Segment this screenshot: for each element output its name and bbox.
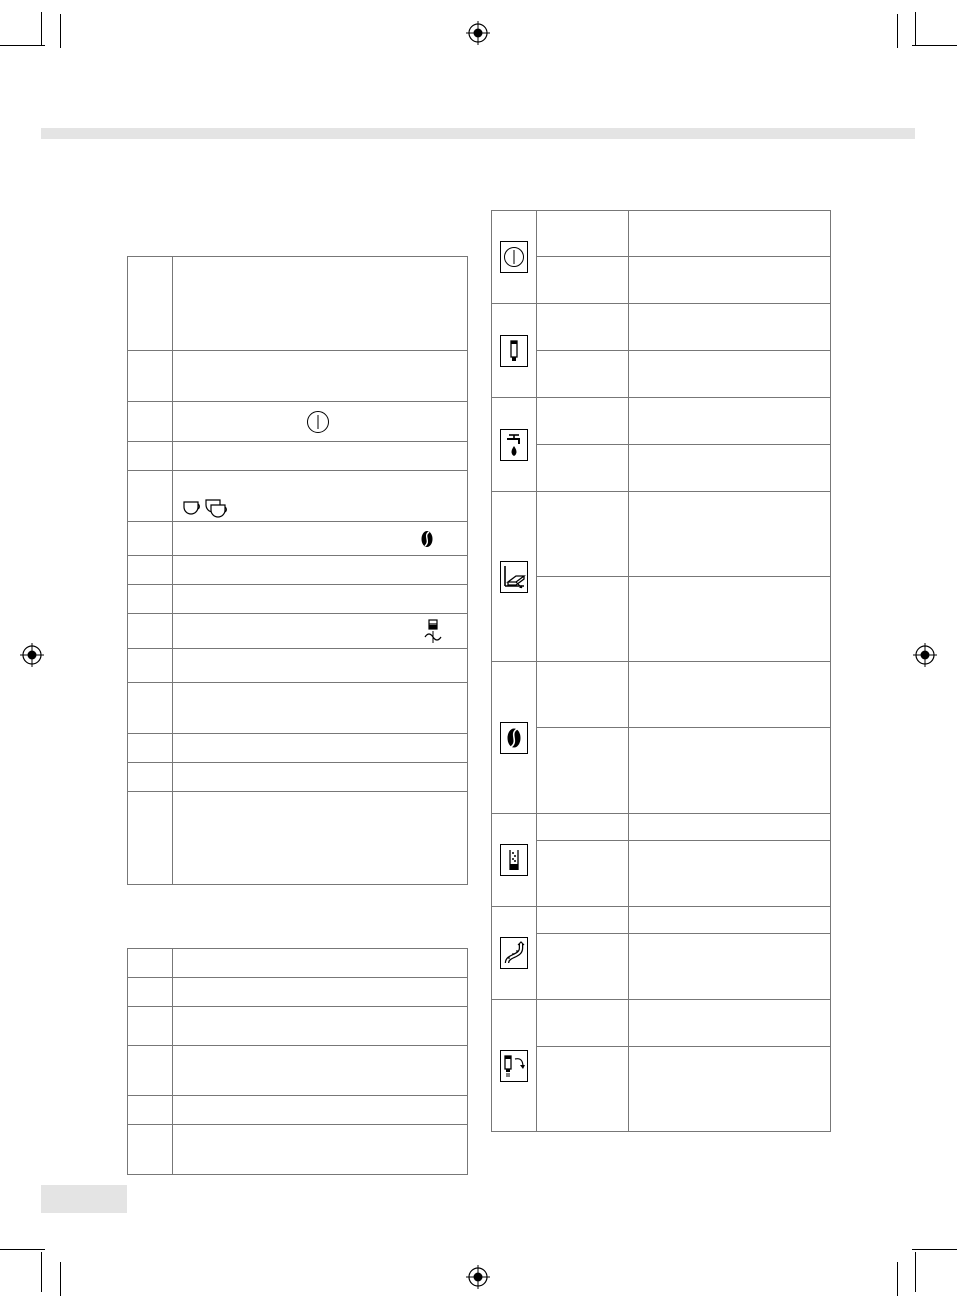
table-row — [128, 1096, 468, 1125]
row-number — [128, 734, 173, 763]
table-row — [492, 662, 831, 728]
status-cell — [537, 445, 629, 492]
power-symbol-icon — [503, 246, 525, 268]
table-row — [492, 492, 831, 577]
row-text — [173, 763, 468, 792]
table-row — [492, 1000, 831, 1047]
row-number — [128, 522, 173, 556]
row-text — [173, 522, 468, 556]
table-row — [128, 683, 468, 734]
symbol-cell — [492, 814, 537, 907]
table-row — [128, 442, 468, 471]
meaning-cell — [629, 492, 831, 577]
descale-icon — [507, 847, 521, 873]
coffee-bean-icon — [506, 727, 522, 749]
status-cell — [537, 211, 629, 257]
row-text — [173, 442, 468, 471]
row-text — [173, 649, 468, 683]
meaning-cell — [629, 304, 831, 351]
row-text — [173, 734, 468, 763]
row-text — [173, 1125, 468, 1175]
row-number — [128, 949, 173, 978]
meaning-cell — [629, 1000, 831, 1047]
meaning-cell — [629, 662, 831, 728]
drip-tray-icon — [502, 564, 526, 590]
symbol-frame — [500, 1050, 528, 1082]
row-number — [128, 614, 173, 649]
clean-pipe-icon — [503, 940, 525, 966]
table-row — [128, 1125, 468, 1175]
coffee-bean-icon — [420, 530, 434, 548]
row-number — [128, 471, 173, 522]
power-icon — [306, 410, 330, 434]
row-text — [173, 351, 468, 402]
table-row — [492, 445, 831, 492]
registration-mark-icon — [466, 21, 490, 45]
table-row — [492, 211, 831, 257]
row-number — [128, 649, 173, 683]
row-text — [173, 949, 468, 978]
status-cell — [537, 907, 629, 934]
table-row — [128, 1046, 468, 1096]
status-cell — [537, 841, 629, 907]
status-cell — [537, 492, 629, 577]
row-number — [128, 1125, 173, 1175]
row-number — [128, 978, 173, 1007]
row-number — [128, 257, 173, 351]
table-row — [492, 257, 831, 304]
table-row — [128, 649, 468, 683]
cups-icon — [182, 498, 232, 518]
table-row — [128, 522, 468, 556]
water-tap-icon — [504, 432, 524, 458]
row-text — [173, 556, 468, 585]
table-row — [128, 556, 468, 585]
left-parts-table — [127, 256, 468, 885]
symbol-cell — [492, 492, 537, 662]
status-cell — [537, 304, 629, 351]
row-number — [128, 442, 173, 471]
steam-icon — [423, 619, 443, 645]
registration-mark-icon — [466, 1265, 490, 1289]
table-row — [492, 304, 831, 351]
table-row — [128, 402, 468, 442]
symbol-frame — [500, 722, 528, 754]
meaning-cell — [629, 728, 831, 814]
row-text — [173, 683, 468, 734]
status-cell — [537, 257, 629, 304]
table-row — [128, 763, 468, 792]
row-number — [128, 763, 173, 792]
registration-mark-icon — [20, 643, 44, 667]
table-row — [128, 978, 468, 1007]
registration-mark-icon — [913, 643, 937, 667]
left-accessories-table — [127, 948, 468, 1175]
row-text — [173, 978, 468, 1007]
meaning-cell — [629, 577, 831, 662]
status-cell — [537, 728, 629, 814]
table-row — [128, 585, 468, 614]
meaning-cell — [629, 351, 831, 398]
row-text — [173, 792, 468, 885]
row-number — [128, 792, 173, 885]
symbol-frame — [500, 937, 528, 969]
meaning-cell — [629, 211, 831, 257]
table-row — [128, 1007, 468, 1046]
row-number — [128, 1007, 173, 1046]
page-number-tab — [41, 1185, 127, 1213]
status-cell — [537, 398, 629, 445]
table-row — [128, 351, 468, 402]
table-row — [128, 471, 468, 522]
symbol-frame — [500, 844, 528, 876]
filter-change-icon — [502, 1053, 526, 1079]
status-cell — [537, 577, 629, 662]
symbol-frame — [500, 561, 528, 593]
table-row — [128, 257, 468, 351]
meaning-cell — [629, 257, 831, 304]
table-row — [128, 792, 468, 885]
indicator-symbols-table — [491, 210, 831, 1132]
row-number — [128, 402, 173, 442]
status-cell — [537, 351, 629, 398]
status-cell — [537, 934, 629, 1000]
meaning-cell — [629, 934, 831, 1000]
row-text — [173, 1096, 468, 1125]
row-number — [128, 683, 173, 734]
symbol-frame — [500, 335, 528, 367]
table-row — [492, 351, 831, 398]
header-bar — [41, 128, 915, 139]
symbol-cell — [492, 398, 537, 492]
row-number — [128, 1096, 173, 1125]
table-row — [128, 734, 468, 763]
symbol-cell — [492, 1000, 537, 1132]
meaning-cell — [629, 907, 831, 934]
row-text — [173, 471, 468, 522]
meaning-cell — [629, 814, 831, 841]
meaning-cell — [629, 1047, 831, 1132]
row-text — [173, 1007, 468, 1046]
row-text — [173, 1046, 468, 1096]
table-row — [128, 949, 468, 978]
row-number — [128, 585, 173, 614]
row-number — [128, 556, 173, 585]
status-cell — [537, 662, 629, 728]
table-row — [128, 614, 468, 649]
row-number — [128, 351, 173, 402]
meaning-cell — [629, 445, 831, 492]
water-filter-icon — [508, 339, 520, 363]
row-text — [173, 585, 468, 614]
meaning-cell — [629, 398, 831, 445]
symbol-cell — [492, 211, 537, 304]
row-number — [128, 1046, 173, 1096]
status-cell — [537, 814, 629, 841]
symbol-cell — [492, 907, 537, 1000]
status-cell — [537, 1000, 629, 1047]
table-row — [492, 1047, 831, 1132]
row-text — [173, 402, 468, 442]
table-row — [492, 398, 831, 445]
symbol-frame — [500, 429, 528, 461]
row-text — [173, 257, 468, 351]
table-row — [492, 814, 831, 841]
table-row — [492, 841, 831, 907]
row-text — [173, 614, 468, 649]
symbol-cell — [492, 662, 537, 814]
symbol-frame — [500, 241, 528, 273]
table-row — [492, 728, 831, 814]
table-row — [492, 577, 831, 662]
table-row — [492, 907, 831, 934]
table-row — [492, 934, 831, 1000]
meaning-cell — [629, 841, 831, 907]
status-cell — [537, 1047, 629, 1132]
symbol-cell — [492, 304, 537, 398]
